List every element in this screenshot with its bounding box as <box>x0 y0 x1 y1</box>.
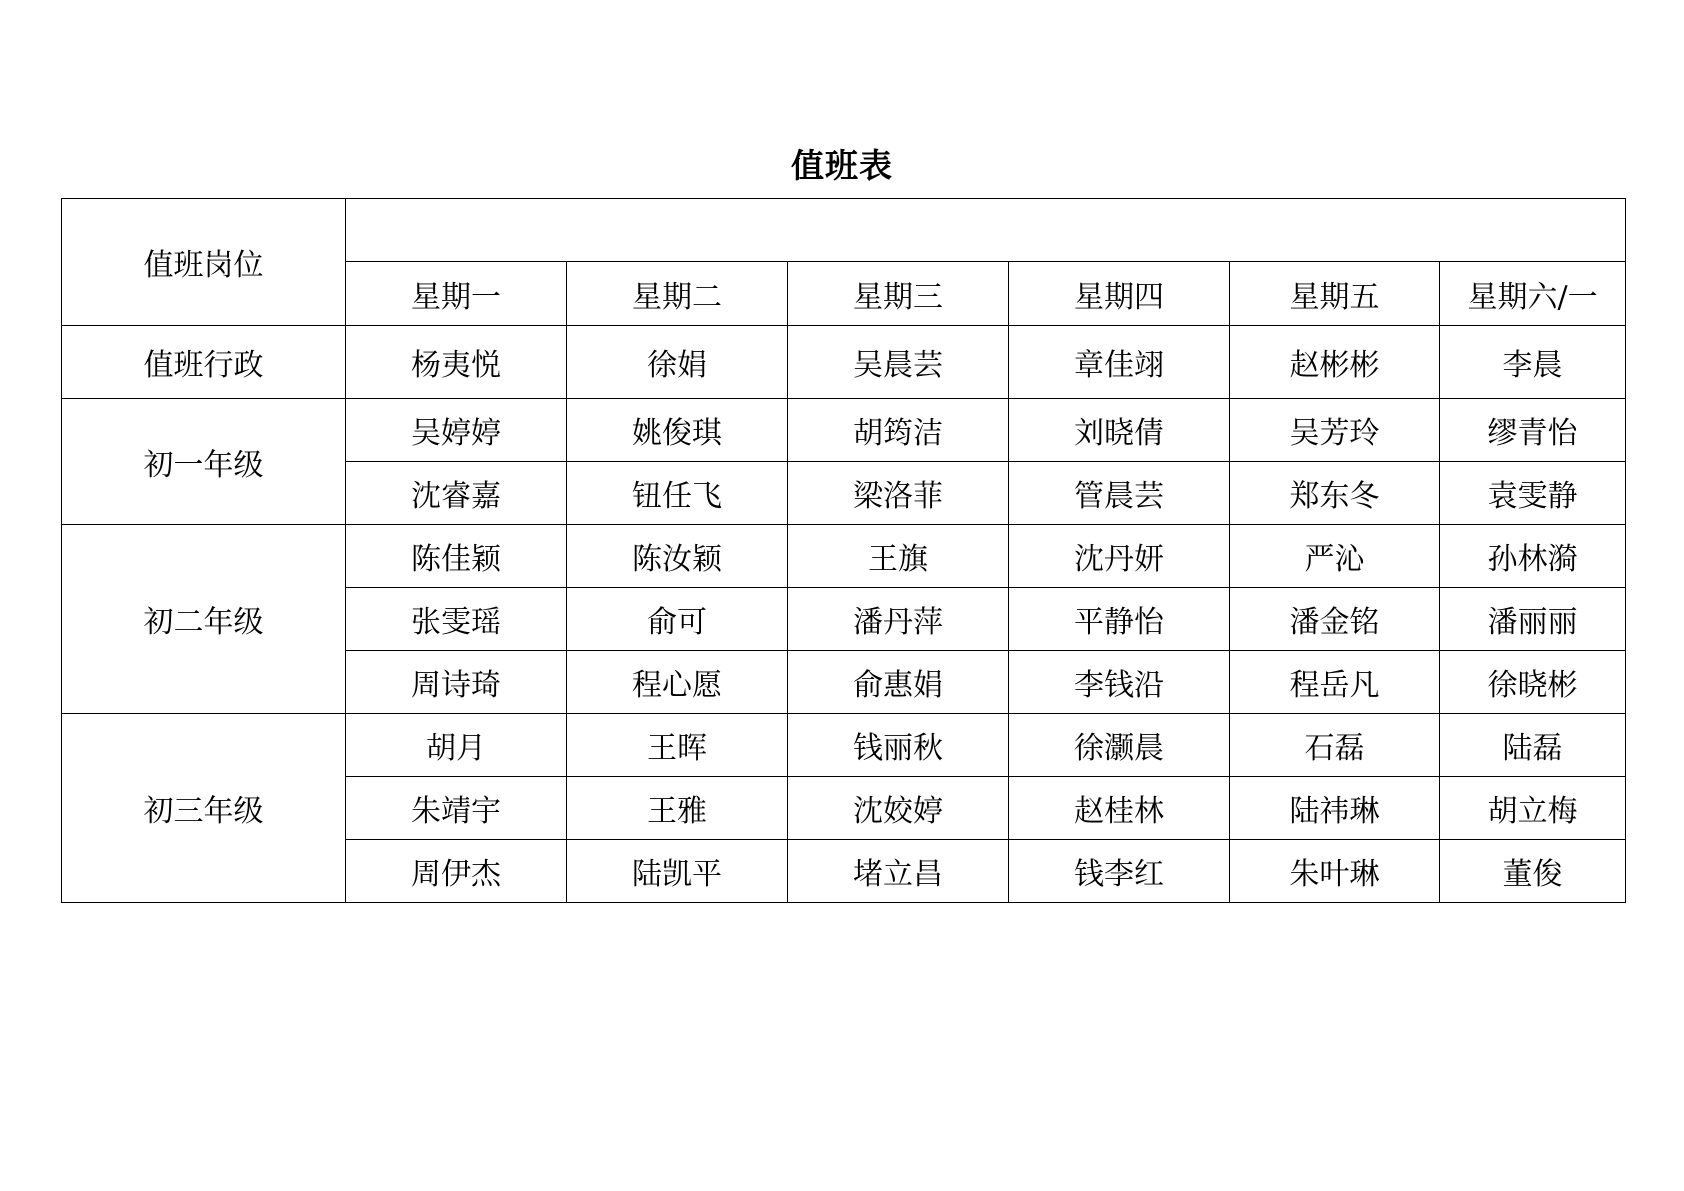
name-cell: 王晖 <box>567 714 788 777</box>
header-row-blank <box>62 199 1626 262</box>
name-cell: 赵彬彬 <box>1230 326 1440 399</box>
post-label-admin: 值班行政 <box>62 326 346 399</box>
name-cell: 吴婷婷 <box>346 399 567 462</box>
name-cell: 胡筠洁 <box>788 399 1009 462</box>
name-cell: 王雅 <box>567 777 788 840</box>
day-header-wed: 星期三 <box>788 262 1009 326</box>
name-cell: 石磊 <box>1230 714 1440 777</box>
post-label-grade-3: 初三年级 <box>62 714 346 903</box>
name-cell: 李晨 <box>1440 326 1626 399</box>
header-blank-cell <box>346 199 1626 262</box>
name-cell: 周诗琦 <box>346 651 567 714</box>
name-cell: 董俊 <box>1440 840 1626 903</box>
name-cell: 潘金铭 <box>1230 588 1440 651</box>
name-cell: 管晨芸 <box>1009 462 1230 525</box>
day-header-thu: 星期四 <box>1009 262 1230 326</box>
name-cell: 钱丽秋 <box>788 714 1009 777</box>
name-cell: 堵立昌 <box>788 840 1009 903</box>
name-cell: 孙林漪 <box>1440 525 1626 588</box>
post-label-grade-1: 初一年级 <box>62 399 346 525</box>
name-cell: 徐娟 <box>567 326 788 399</box>
name-cell: 姚俊琪 <box>567 399 788 462</box>
post-header-cell: 值班岗位 <box>62 199 346 326</box>
duty-table <box>61 198 1626 903</box>
name-cell: 李钱沿 <box>1009 651 1230 714</box>
name-cell: 沈睿嘉 <box>346 462 567 525</box>
name-cell: 吴晨芸 <box>788 326 1009 399</box>
name-cell: 潘丹萍 <box>788 588 1009 651</box>
name-cell: 平静怡 <box>1009 588 1230 651</box>
page-title: 值班表 <box>791 146 893 185</box>
name-cell: 钮任飞 <box>567 462 788 525</box>
name-cell: 陈汝颖 <box>567 525 788 588</box>
name-cell: 杨夷悦 <box>346 326 567 399</box>
name-cell: 王旗 <box>788 525 1009 588</box>
table-row <box>62 525 1626 588</box>
day-header-tue: 星期二 <box>567 262 788 326</box>
name-cell: 陆凯平 <box>567 840 788 903</box>
day-header-fri: 星期五 <box>1230 262 1440 326</box>
name-cell: 胡立梅 <box>1440 777 1626 840</box>
table-row <box>62 714 1626 777</box>
day-header-mon: 星期一 <box>346 262 567 326</box>
name-cell: 吴芳玲 <box>1230 399 1440 462</box>
name-cell: 朱叶琳 <box>1230 840 1440 903</box>
name-cell: 钱李红 <box>1009 840 1230 903</box>
day-header-sat: 星期六/一 <box>1440 262 1626 326</box>
post-label-grade-2: 初二年级 <box>62 525 346 714</box>
name-cell: 胡月 <box>346 714 567 777</box>
name-cell: 陈佳颖 <box>346 525 567 588</box>
name-cell: 俞可 <box>567 588 788 651</box>
name-cell: 程心愿 <box>567 651 788 714</box>
name-cell: 陆祎琳 <box>1230 777 1440 840</box>
name-cell: 俞惠娟 <box>788 651 1009 714</box>
name-cell: 赵桂林 <box>1009 777 1230 840</box>
name-cell: 刘晓倩 <box>1009 399 1230 462</box>
name-cell: 徐晓彬 <box>1440 651 1626 714</box>
name-cell: 张雯瑶 <box>346 588 567 651</box>
name-cell: 朱靖宇 <box>346 777 567 840</box>
table-row <box>62 399 1626 462</box>
name-cell: 潘丽丽 <box>1440 588 1626 651</box>
name-cell: 梁洛菲 <box>788 462 1009 525</box>
name-cell: 袁雯静 <box>1440 462 1626 525</box>
name-cell: 陆磊 <box>1440 714 1626 777</box>
name-cell: 沈姣婷 <box>788 777 1009 840</box>
name-cell: 程岳凡 <box>1230 651 1440 714</box>
name-cell: 沈丹妍 <box>1009 525 1230 588</box>
table-row-admin <box>62 326 1626 399</box>
name-cell: 徐灏晨 <box>1009 714 1230 777</box>
name-cell: 严沁 <box>1230 525 1440 588</box>
name-cell: 周伊杰 <box>346 840 567 903</box>
name-cell: 章佳翊 <box>1009 326 1230 399</box>
name-cell: 缪青怡 <box>1440 399 1626 462</box>
name-cell: 郑东冬 <box>1230 462 1440 525</box>
